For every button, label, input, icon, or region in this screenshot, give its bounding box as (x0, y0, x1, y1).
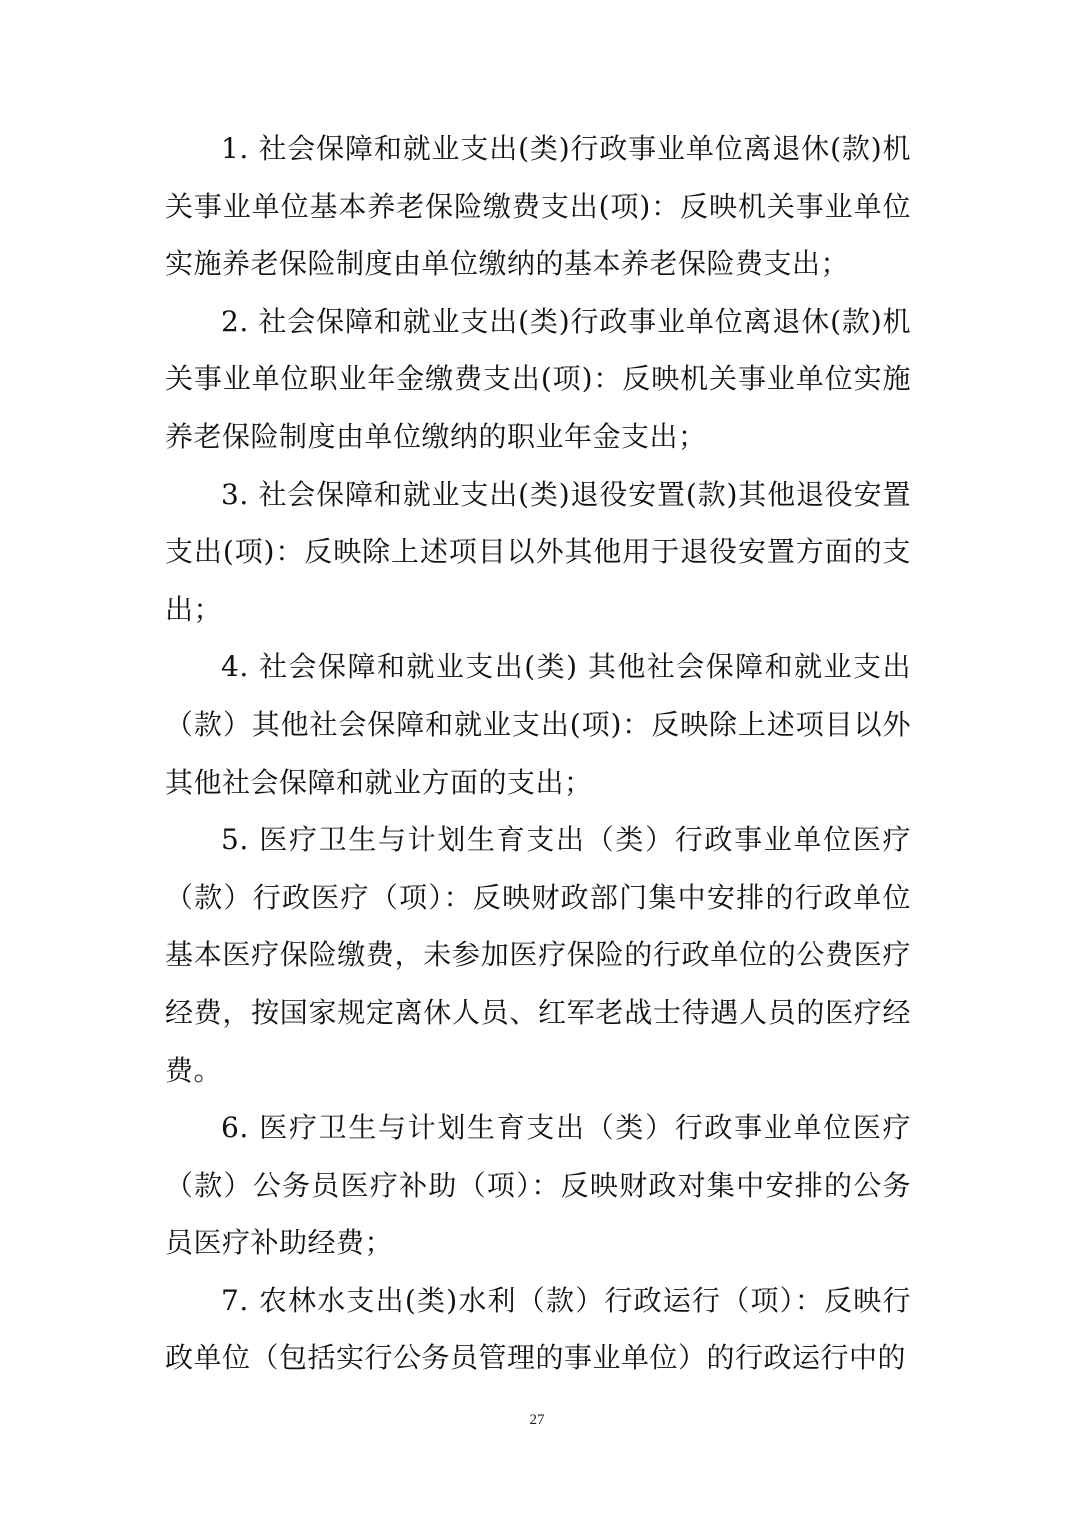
paragraph-3: 3. 社会保障和就业支出(类)退役安置(款)其他退役安置支出(项)：反映除上述项目以外其他用于退役安置方面的支出； (165, 477, 911, 626)
paragraph-4: 4. 社会保障和就业支出(类) 其他社会保障和就业支出（款）其他社会保障和就业支出(项)：反映除上述项目以外其他社会保障和就业方面的支出； (165, 650, 911, 799)
paragraph-6: 6. 医疗卫生与计划生育支出（类）行政事业单位医疗（款）公务员医疗补助（项）：反映财政对集中安排的公务员医疗补助经费； (165, 1111, 911, 1260)
body-text (165, 120, 911, 1387)
paragraph-1: 1. 社会保障和就业支出(类)行政事业单位离退休(款)机关事业单位基本养老保险缴费支出(项)：反映机关事业单位实施养老保险制度由单位缴纳的基本养老保险费支出； (165, 132, 911, 281)
page-number: 27 (529, 1412, 545, 1428)
paragraph-2: 2. 社会保障和就业支出(类)行政事业单位离退休(款)机关事业单位职业年金缴费支出(项)：反映机关事业单位实施养老保险制度由单位缴纳的职业年金支出； (165, 304, 911, 453)
paragraph-7: 7. 农林水支出(类)水利（款）行政运行（项）：反映行政单位（包括实行公务员管理的事业单位）的行政运行中的 (165, 1283, 911, 1375)
paragraph-5: 5. 医疗卫生与计划生育支出（类）行政事业单位医疗（款）行政医疗（项）：反映财政部门集中安排的行政单位基本医疗保险缴费，未参加医疗保险的行政单位的公费医疗经费，按国家规定离休人员、红军老战士待遇人员的医疗经费。 (165, 823, 911, 1087)
